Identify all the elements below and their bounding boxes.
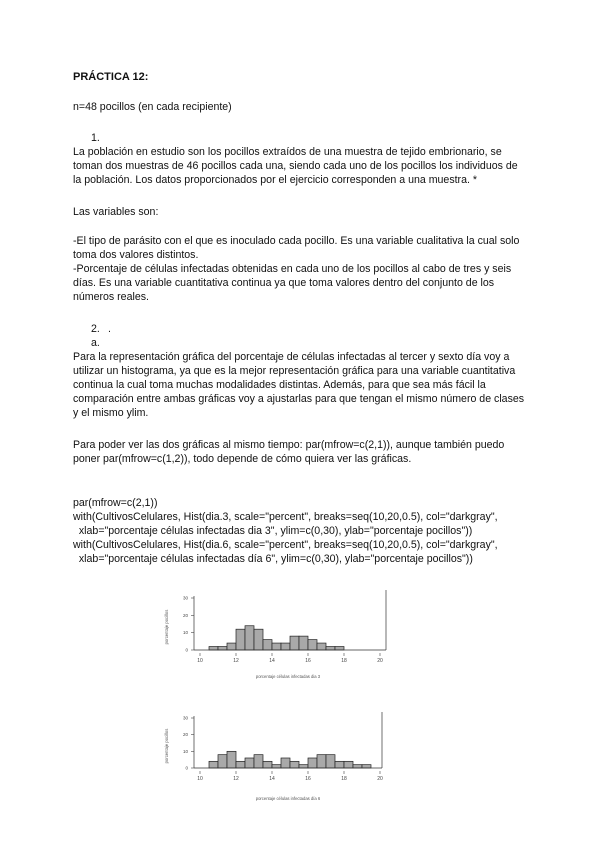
- code-line: par(mfrow=c(2,1)): [73, 497, 158, 509]
- x-tick-label: 10: [197, 658, 203, 664]
- variable-2-text: -Porcentaje de células infectadas obtenidas en cada uno de los pocillos al cabo de tres y seis días. Es una variable cuantitativa continua ya que toma valores dentro del conjunto de los números reales.: [73, 263, 512, 303]
- histogram-bar: [308, 640, 317, 650]
- histogram-bar: [245, 626, 254, 650]
- histogram-bar: [272, 765, 281, 768]
- histogram-bar: [209, 761, 218, 768]
- x-tick-label: 12: [233, 658, 239, 664]
- sub-item-a: a.: [91, 337, 100, 349]
- histogram-bar: [299, 636, 308, 650]
- x-tick-label: 10: [197, 776, 203, 782]
- histogram-bar: [227, 751, 236, 768]
- y-tick-label: 20: [182, 612, 188, 618]
- page-title: PRÁCTICA 12:: [73, 71, 149, 83]
- histogram-explanation-paragraph: Para la representación gráfica del porcentaje de células infectadas al tercer y sexto día voy a utilizar un histograma, ya que es la mejor representación gráfica para una variable cuantitativa continua la cual toma muchas modalidades distintas. Además, para que sea más fácil la comparación entre ambas gráficas voy a ajustarlas para que tengan el mismo número de clases y el mismo ylim.: [73, 351, 525, 419]
- histogram-bar: [263, 640, 272, 650]
- histogram-bar: [218, 755, 227, 768]
- histogram-bar: [326, 755, 335, 768]
- x-tick-label: 16: [305, 658, 311, 664]
- x-tick-label: 14: [269, 658, 275, 664]
- histogram-bars: [209, 626, 344, 650]
- x-tick-label: 18: [341, 776, 347, 782]
- histogram-bar: [263, 761, 272, 768]
- histogram-bar: [290, 761, 299, 768]
- x-tick-label: 18: [341, 658, 347, 664]
- histogram-bar: [362, 765, 371, 768]
- y-tick-label: 30: [182, 595, 188, 601]
- list-number-2-dot: .: [108, 323, 111, 335]
- histogram-bar: [281, 643, 290, 650]
- histogram-bar: [254, 755, 263, 768]
- histogram-bar: [299, 765, 308, 768]
- list-number-2: 2.: [91, 323, 100, 335]
- histogram-bars: [209, 751, 371, 768]
- histogram-bar: [254, 629, 263, 650]
- histogram-bar: [353, 765, 362, 768]
- histogram-dia-3: [160, 590, 400, 686]
- histogram-bar: [335, 761, 344, 768]
- histogram-bar: [326, 647, 335, 650]
- code-line: with(CultivosCelulares, Hist(dia.3, scale="percent", breaks=seq(10,20,0.5), col="darkgray",: [73, 511, 498, 523]
- y-tick-label: 0: [185, 765, 188, 771]
- histogram-bar: [209, 647, 218, 650]
- x-axis-label: porcentaje células infectadas día 6: [255, 796, 321, 801]
- x-tick-label: 20: [377, 658, 383, 664]
- histogram-bar: [344, 761, 353, 768]
- histogram-bar: [272, 643, 281, 650]
- variable-1-text: -El tipo de parásito con el que es inoculado cada pocillo. Es una variable cualitativa la cual solo toma dos valores distintos.: [73, 235, 520, 261]
- histogram-bar: [281, 758, 290, 768]
- y-tick-label: 10: [182, 630, 188, 636]
- x-tick-label: 16: [305, 776, 311, 782]
- x-tick-label: 12: [233, 776, 239, 782]
- x-tick-label: 14: [269, 776, 275, 782]
- y-axis-label: porcentaje pocillos: [164, 728, 169, 764]
- code-line: xlab="porcentaje células infectadas dia 3", ylim=c(0,30), ylab="porcentaje pocillos")): [73, 525, 473, 537]
- histogram-dia-6: [160, 712, 400, 808]
- histogram-bar: [317, 755, 326, 768]
- y-tick-label: 20: [182, 732, 188, 738]
- histogram-axes: [183, 712, 383, 782]
- y-tick-label: 10: [182, 748, 188, 754]
- x-axis-label: porcentaje células infectadas dia 3: [255, 674, 321, 679]
- histogram-bar: [317, 643, 326, 650]
- code-line: xlab="porcentaje células infectadas día 6", ylim=c(0,30), ylab="porcentaje pocillos")): [73, 553, 473, 565]
- sample-size-line: n=48 pocillos (en cada recipiente): [73, 101, 232, 113]
- histogram-bar: [245, 758, 254, 768]
- x-tick-label: 20: [377, 776, 383, 782]
- histogram-axes: [183, 590, 386, 664]
- histogram-bar: [335, 647, 344, 650]
- histogram-bar: [236, 761, 245, 768]
- y-tick-label: 0: [185, 647, 188, 653]
- histogram-bar: [308, 758, 317, 768]
- histogram-bar: [218, 647, 227, 650]
- y-tick-label: 30: [182, 715, 188, 721]
- code-line: with(CultivosCelulares, Hist(dia.6, scale="percent", breaks=seq(10,20,0.5), col="darkgray",: [73, 539, 498, 551]
- histogram-bar: [290, 636, 299, 650]
- population-paragraph: La población en estudio son los pocillos extraídos de una muestra de tejido embrionario, se toman dos muestras de 46 pocillos cada una, siendo cada uno de los pocillos los individuos de la población. Los datos proporcionados por el ejercicio corresponden a una muestra. *: [73, 146, 518, 186]
- histogram-bar: [227, 643, 236, 650]
- variables-heading: Las variables son:: [73, 206, 159, 218]
- par-mfrow-paragraph: Para poder ver las dos gráficas al mismo tiempo: par(mfrow=c(2,1)), aunque también puedo poner par(mfrow=c(1,2)), todo depende de cómo quiera ver las gráficas.: [73, 439, 505, 465]
- histogram-bar: [236, 629, 245, 650]
- y-axis-label: porcentaje pocillos: [164, 609, 169, 645]
- list-number-1: 1.: [91, 132, 100, 144]
